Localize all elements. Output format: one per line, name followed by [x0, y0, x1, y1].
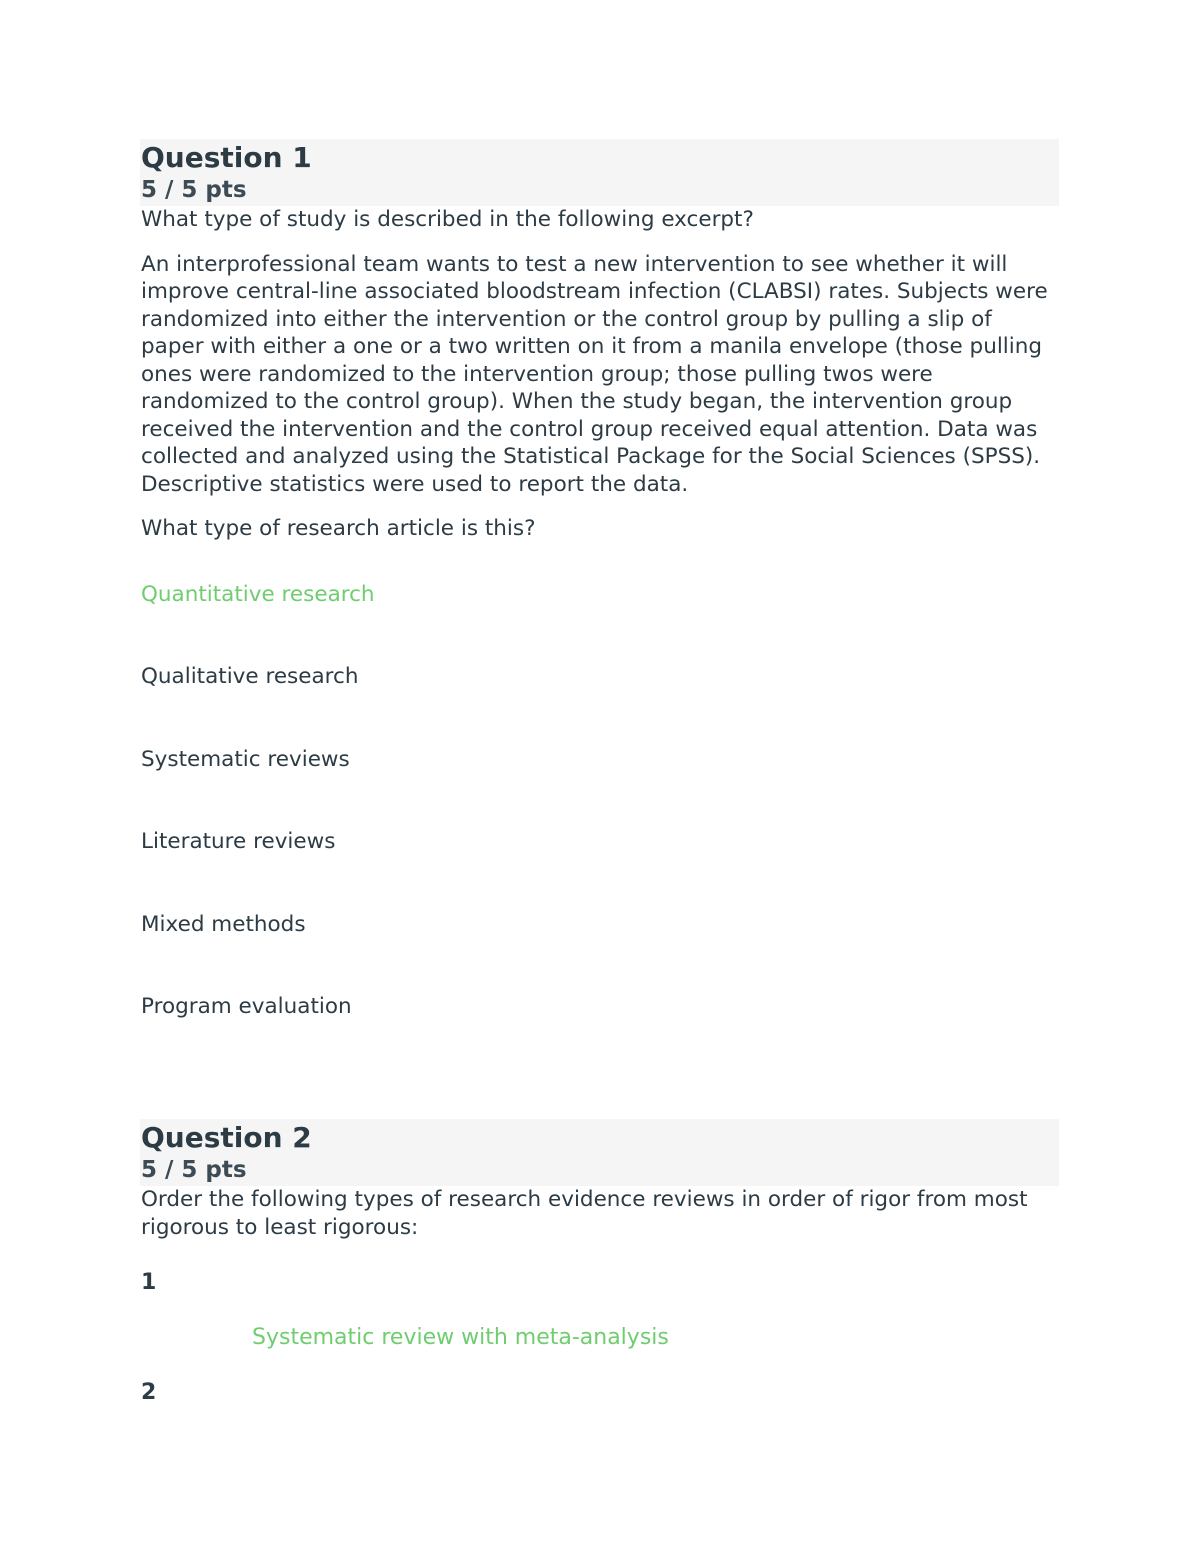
question-2 — [141, 1119, 1059, 1407]
question-text: What type of research article is this? — [141, 516, 536, 541]
quiz-page — [141, 139, 1059, 1405]
question-excerpt: An interprofessional team wants to test a new intervention to see whether it will improve central-line associated bloodstream infection (CLABSI) rates. Subjects were randomized into either the intervention or the control group by pulling a slip of paper with either a one or a two written on it from a manila envelope (those pulling ones were randomized to the intervention group; those pulling twos were randomized to the control group). When the study began, the intervention group received the intervention and the control group received equal attention. Data was collected and analyzed using the Statistical Package for the Social Sciences (SPSS). Descriptive statistics were used to report the data. — [141, 251, 1048, 497]
question-header — [140, 1119, 1059, 1186]
question-title: Question 1 — [141, 141, 312, 174]
question-header — [140, 139, 1059, 206]
question-prompt: Order the following types of research evidence reviews in order of rigor from most rigorous to least rigorous: — [141, 1187, 1028, 1240]
question-points: 5 / 5 pts — [141, 1157, 247, 1183]
answer-option[interactable]: Mixed methods — [141, 911, 306, 937]
question-prompt: What type of study is described in the following excerpt? — [141, 207, 754, 232]
order-answer-correct[interactable]: Systematic review with meta-analysis — [252, 1325, 669, 1350]
question-1 — [141, 139, 1059, 1021]
answer-option[interactable]: Program evaluation — [141, 994, 352, 1019]
answer-option-correct[interactable]: Quantitative research — [141, 581, 375, 607]
question-title: Question 2 — [141, 1121, 312, 1154]
answer-option[interactable]: Literature reviews — [141, 829, 336, 854]
order-number: 1 — [141, 1270, 157, 1295]
answer-option[interactable]: Systematic reviews — [141, 746, 350, 772]
order-number: 2 — [141, 1380, 157, 1405]
answer-option[interactable]: Qualitative research — [141, 664, 359, 689]
answer-list — [141, 581, 1059, 1022]
question-points: 5 / 5 pts — [141, 177, 247, 203]
